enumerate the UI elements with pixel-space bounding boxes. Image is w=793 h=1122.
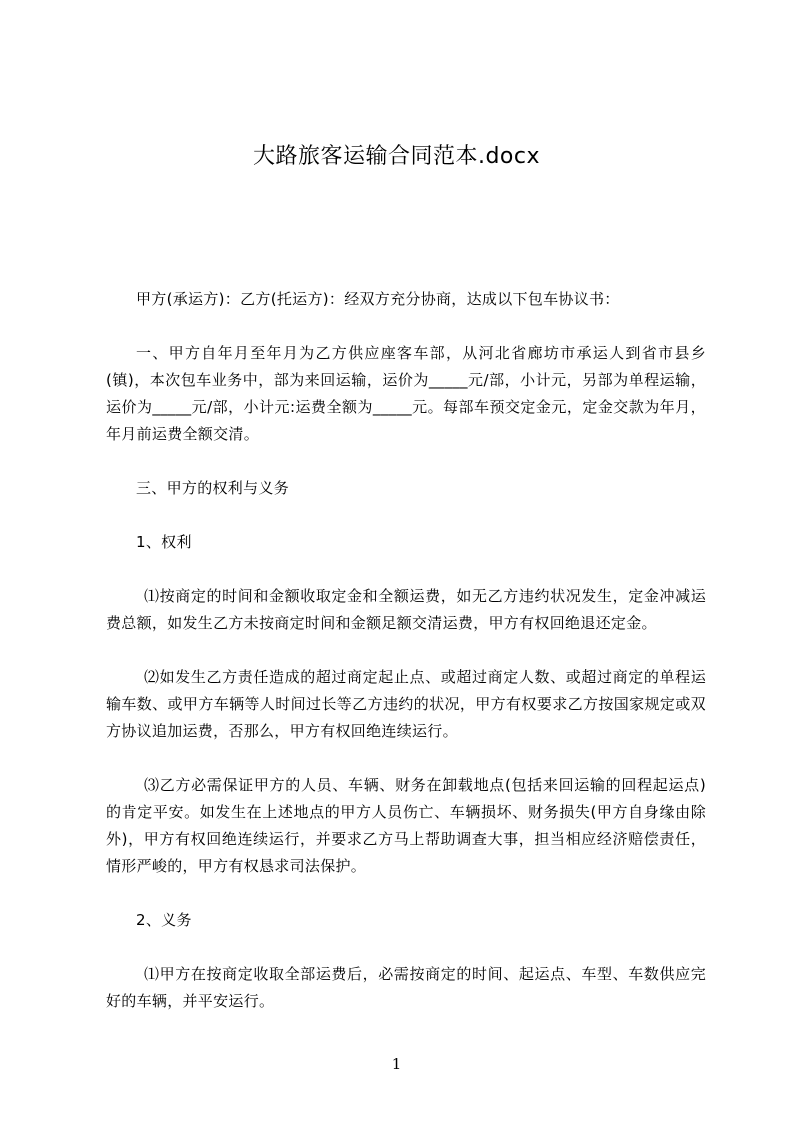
heading-obligations: 2、义务 [136,911,192,929]
heading-rights: 1、权利 [136,533,192,551]
paragraph-parties: 甲方(承运方)：乙方(托运方)：经双方充分协商，达成以下包车协议书： [136,290,620,308]
paragraph-right-3: ⑶乙方必需保证甲方的人员、车辆、财务在卸载地点(包括来回运输的回程起运点)的肯定平安。如发生在上述地点的甲方人员伤亡、车辆损坏、财务损失(甲方自身缘由除外)，甲方有权回绝连续运行，并要求乙方马上帮助调查大事，担当相应经济赔偿责任，情形严峻的，甲方有权恳求司法保护。 [106,776,706,875]
document-body [106,286,706,1042]
paragraph-right-1: ⑴按商定的时间和金额收取定金和全额运费，如无乙方违约状况发生，定金冲减运费总额，如发生乙方未按商定时间和金额足额交清运费，甲方有权回绝退还定金。 [106,587,706,632]
paragraph-obligation-1: ⑴甲方在按商定收取全部运费后，必需按商定的时间、起运点、车型、车数供应完好的车辆，并平安运行。 [106,965,706,1010]
heading-section-3: 三、甲方的权利与义务 [136,479,290,497]
paragraph-right-2: ⑵如发生乙方责任造成的超过商定起止点、或超过商定人数、或超过商定的单程运输车数、或甲方车辆等人时间过长等乙方违约的状况，甲方有权要求乙方按国家规定或双方协议追加运费，否那么，甲方有权回绝连续运行。 [106,668,706,740]
paragraph-section-1: 一、甲方自年月至年月为乙方供应座客车部，从河北省廊坊市承运人到省市县乡(镇)，本次包车业务中，部为来回运输，运价为_____元/部，小计元，另部为单程运输，运价为_____元/部，小计元:运费全额为_____元。每部车预交定金元，定金交款为年月，年月前运费全额交清。 [106,344,706,443]
page-number: 1 [391,1055,402,1073]
document-title: 大路旅客运输合同范本.docx [252,144,541,169]
